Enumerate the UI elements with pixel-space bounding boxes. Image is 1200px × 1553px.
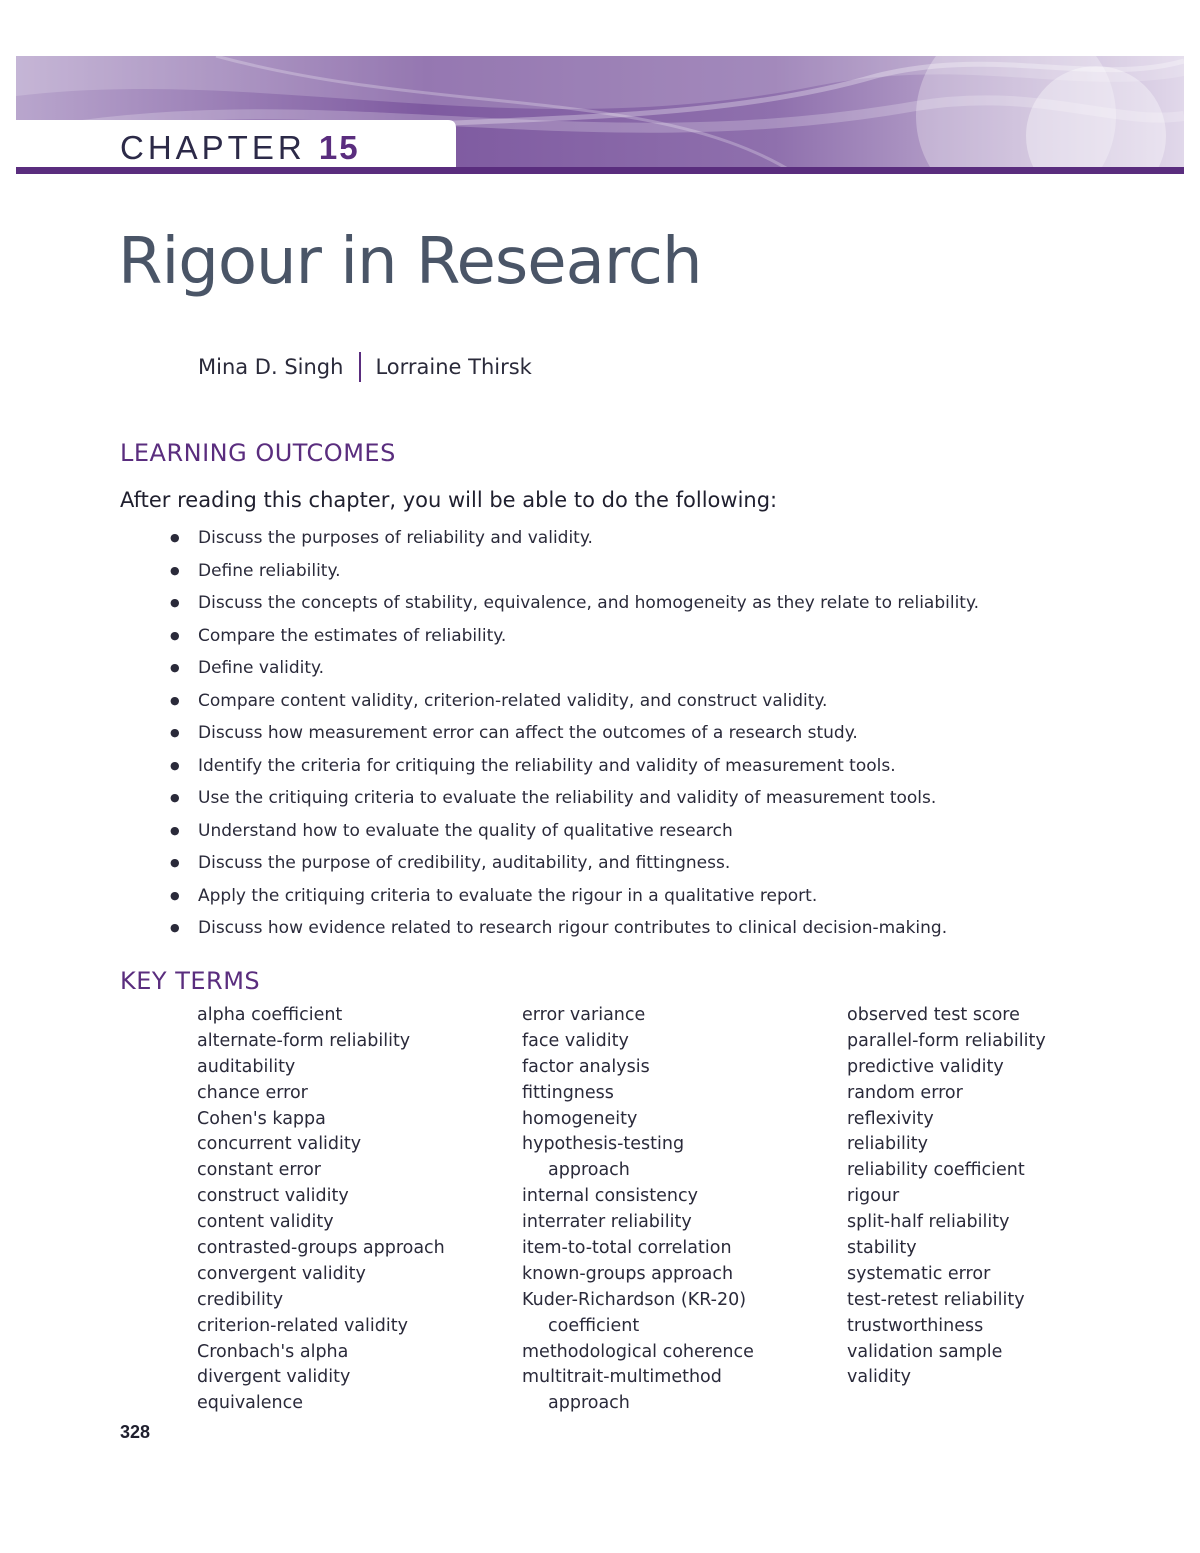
page-number: 328: [120, 1422, 151, 1442]
list-item: [170, 782, 979, 815]
learning-outcomes-list: [170, 522, 979, 945]
bullet-icon: ●: [170, 921, 180, 935]
list-item-text: Discuss the concepts of stability, equivalence, and homogeneity as they relate to reliability.: [198, 593, 979, 614]
key-term: observed test score: [847, 1005, 1020, 1025]
key-term: item-to-total correlation: [522, 1238, 732, 1259]
key-terms-column-2: [522, 1003, 754, 1417]
key-term-continuation: approach: [548, 1160, 630, 1181]
key-term: concurrent validity: [197, 1134, 362, 1155]
list-item-text: Define validity.: [198, 658, 325, 679]
list-item-text: Compare the estimates of reliability.: [198, 625, 507, 646]
bullet-icon: ●: [170, 661, 180, 675]
bullet-icon: ●: [170, 563, 180, 577]
key-term: parallel-form reliability: [847, 1030, 1046, 1051]
key-term: divergent validity: [197, 1367, 351, 1388]
key-term: hypothesis-testing: [522, 1134, 685, 1155]
key-term: systematic error: [847, 1263, 991, 1284]
bullet-icon: ●: [170, 726, 180, 740]
key-term-continuation: coefficient: [548, 1315, 640, 1336]
key-term: fittingness: [522, 1082, 614, 1103]
key-term: known-groups approach: [522, 1263, 734, 1284]
list-item-text: Identify the criteria for critiquing the reliability and validity of measurement tools.: [198, 755, 896, 776]
key-term-continuation: approach: [548, 1393, 630, 1414]
key-term: credibility: [197, 1289, 284, 1310]
list-item: [170, 587, 979, 620]
chapter-label: [120, 128, 360, 168]
key-term: Cohen's kappa: [197, 1108, 326, 1129]
key-term: equivalence: [197, 1393, 304, 1414]
key-term: stability: [847, 1238, 917, 1259]
key-term: factor analysis: [522, 1056, 650, 1077]
key-term: reliability: [847, 1134, 928, 1155]
list-item: [170, 750, 979, 783]
list-item: [170, 522, 979, 555]
list-item: [170, 912, 979, 945]
author-2: Lorraine Thirsk: [375, 355, 532, 379]
key-terms: [0, 1003, 1200, 1423]
list-item-text: Discuss how measurement error can affect the outcomes of a research study.: [198, 723, 858, 744]
key-term: auditability: [197, 1056, 296, 1077]
list-item-text: Discuss how evidence related to research rigour contributes to clinical decision-making.: [198, 918, 948, 939]
key-term: Cronbach's alpha: [197, 1341, 349, 1362]
key-term: reflexivity: [847, 1108, 934, 1129]
key-terms-column-3: [847, 1003, 1046, 1391]
key-term: face validity: [522, 1030, 629, 1051]
key-term: internal consistency: [522, 1186, 698, 1207]
bullet-icon: ●: [170, 791, 180, 805]
bullet-icon: ●: [170, 758, 180, 772]
list-item: [170, 815, 979, 848]
list-item: [170, 620, 979, 653]
list-item-text: Understand how to evaluate the quality of qualitative research: [198, 820, 733, 841]
key-term: rigour: [847, 1186, 900, 1207]
key-terms-column-1: [197, 1003, 445, 1417]
list-item-text: Discuss the purposes of reliability and validity.: [198, 528, 593, 549]
key-term: predictive validity: [847, 1056, 1004, 1077]
key-term: validity: [847, 1367, 911, 1388]
list-item-text: Apply the critiquing criteria to evaluate the rigour in a qualitative report.: [198, 885, 818, 906]
key-term: chance error: [197, 1082, 308, 1103]
list-item-text: Discuss the purpose of credibility, auditability, and fittingness.: [198, 853, 731, 874]
bullet-icon: ●: [170, 823, 180, 837]
key-term: error variance: [522, 1005, 646, 1025]
list-item: [170, 555, 979, 588]
key-term: contrasted-groups approach: [197, 1238, 445, 1259]
chapter-word: CHAPTER: [120, 129, 306, 166]
key-term: construct validity: [197, 1186, 349, 1207]
bullet-icon: ●: [170, 531, 180, 545]
list-item: [170, 847, 979, 880]
bullet-icon: ●: [170, 856, 180, 870]
key-term: criterion-related validity: [197, 1315, 408, 1336]
key-term: random error: [847, 1082, 963, 1103]
key-term: trustworthiness: [847, 1315, 984, 1336]
list-item: [170, 685, 979, 718]
author-separator: [359, 352, 361, 382]
bullet-icon: ●: [170, 693, 180, 707]
list-item: [170, 652, 979, 685]
learning-outcomes-intro: After reading this chapter, you will be able to do the following:: [120, 488, 778, 512]
list-item-text: Use the critiquing criteria to evaluate the reliability and validity of measurement tools.: [198, 788, 937, 809]
key-term: reliability coefficient: [847, 1160, 1025, 1181]
key-term: constant error: [197, 1160, 322, 1181]
list-item-text: Define reliability.: [198, 560, 341, 581]
bullet-icon: ●: [170, 596, 180, 610]
learning-outcomes-heading: LEARNING OUTCOMES: [120, 439, 396, 467]
authors: [198, 352, 532, 382]
page-title: Rigour in Research: [118, 225, 702, 299]
key-term: methodological coherence: [522, 1341, 754, 1362]
bullet-icon: ●: [170, 628, 180, 642]
key-term: alpha coefficient: [197, 1005, 343, 1025]
list-item-text: Compare content validity, criterion-related validity, and construct validity.: [198, 690, 828, 711]
key-term: convergent validity: [197, 1263, 366, 1284]
key-term: test-retest reliability: [847, 1289, 1025, 1310]
key-term: alternate-form reliability: [197, 1030, 411, 1051]
key-term: Kuder-Richardson (KR-20): [522, 1289, 747, 1310]
bullet-icon: ●: [170, 888, 180, 902]
key-term: split-half reliability: [847, 1212, 1010, 1233]
key-term: validation sample: [847, 1341, 1003, 1362]
key-terms-heading: KEY TERMS: [120, 967, 261, 995]
key-term: content validity: [197, 1212, 334, 1233]
list-item: [170, 717, 979, 750]
chapter-number: 15: [318, 129, 360, 166]
key-term: homogeneity: [522, 1108, 638, 1129]
author-1: Mina D. Singh: [198, 355, 344, 379]
list-item: [170, 880, 979, 913]
key-term: multitrait-multimethod: [522, 1367, 722, 1388]
key-term: interrater reliability: [522, 1212, 692, 1233]
